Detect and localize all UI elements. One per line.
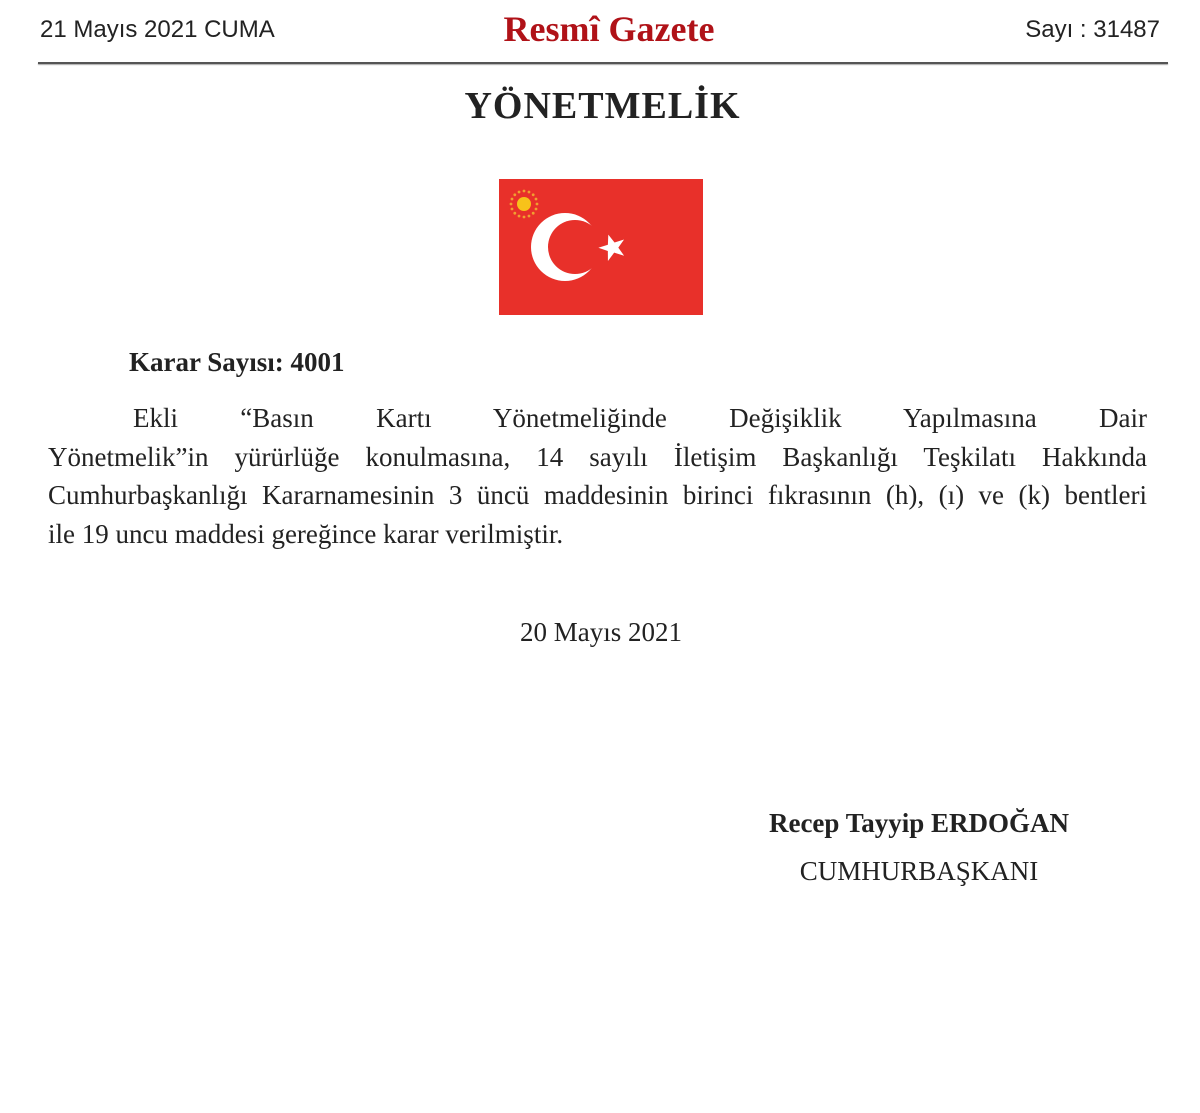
gazette-date: 21 Mayıs 2021 CUMA: [40, 16, 275, 43]
decision-number: Karar Sayısı: 4001: [129, 347, 345, 377]
emblem-star: [513, 193, 516, 196]
emblem-star: [535, 208, 538, 211]
emblem-star: [510, 203, 513, 206]
emblem-star: [523, 216, 526, 219]
signatory-name: Recep Tayyip ERDOĞAN: [768, 808, 1070, 838]
emblem-star: [532, 193, 535, 196]
decision-date: 20 Mayıs 2021: [520, 617, 682, 647]
document-type-heading: YÖNETMELİK: [464, 85, 741, 127]
emblem-star: [518, 215, 521, 218]
emblem-star: [535, 198, 538, 201]
emblem-star: [528, 215, 531, 218]
paragraph-line: Yönetmelik”in yürürlüğe konulmasına, 14 sayılı İletişim Başkanlığı Teşkilatı Hakkında: [48, 441, 1147, 472]
paragraph-line: Ekli “Basın Kartı Yönetmeliğinde Değişiklik Yapılmasına Dair: [133, 403, 1147, 433]
emblem-star: [511, 198, 514, 201]
emblem-star: [511, 208, 514, 211]
paragraph-line: ile 19 uncu maddesi gereğince karar verilmiştir.: [48, 518, 564, 549]
signatory-title: CUMHURBAŞKANI: [799, 856, 1039, 886]
issue-number: Sayı : 31487: [1025, 16, 1160, 43]
header-divider: [38, 62, 1168, 64]
paragraph-line: Cumhurbaşkanlığı Kararnamesinin 3 üncü maddesinin birinci fıkrasının (h), (ı) ve (k) bentleri: [48, 480, 1147, 510]
gazette-title: Resmî Gazete: [503, 9, 715, 49]
emblem-star: [532, 212, 535, 215]
emblem-star: [513, 212, 516, 215]
emblem-star: [528, 191, 531, 194]
emblem-star: [523, 190, 526, 193]
presidential-flag-icon: [499, 179, 703, 315]
emblem-star: [518, 191, 521, 194]
decision-paragraph: [48, 399, 1147, 553]
emblem-star: [536, 203, 539, 206]
